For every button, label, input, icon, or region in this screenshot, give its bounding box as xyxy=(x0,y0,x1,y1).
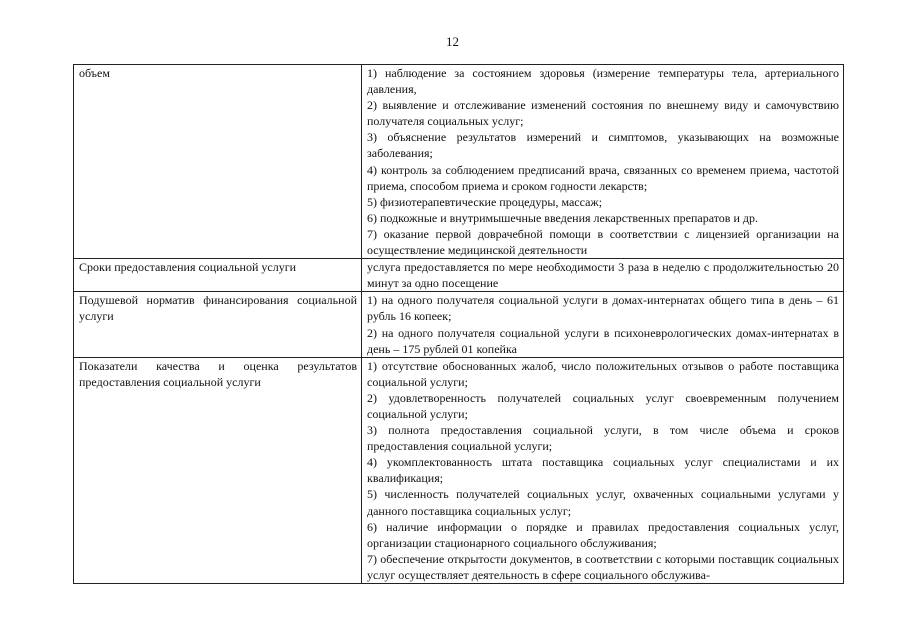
row-content xyxy=(362,357,844,583)
row-content xyxy=(362,65,844,259)
table-row-quality xyxy=(74,357,844,583)
row-content xyxy=(362,259,844,292)
list-item: 2) выявление и отслеживание изменений состояния по внешнему виду и самочувствию получателя социальных услуг; xyxy=(367,98,839,129)
row-label: Показатели качества и оценка результатов предоставления социальной услуги xyxy=(74,357,362,583)
row-label: объем xyxy=(74,65,362,259)
list-item: 7) оказание первой доврачебной помощи в соответствии с лицензией организации на осуществление медицинской деятельности xyxy=(367,226,839,258)
list-item: 3) полнота предоставления социальной услуги, в том числе объема и сроков предоставления социальной услуги; xyxy=(367,423,839,454)
row-label: Подушевой норматив финансирования социальной услуги xyxy=(74,292,362,357)
row-content xyxy=(362,292,844,357)
list-item: 6) подкожные и внутримышечные введения лекарственных препаратов и др. xyxy=(367,210,758,225)
list-item: услуга предоставляется по мере необходимости 3 раза в неделю с продолжительностью 20 минут за одно посещение xyxy=(367,260,839,291)
list-item: 2) удовлетворенность получателей социальных услуг своевременным получением социальной услуги; xyxy=(367,390,839,421)
list-item: 3) объяснение результатов измерений и симптомов, указывающих на возможные заболевания; xyxy=(367,130,839,161)
row-label: Сроки предоставления социальной услуги xyxy=(74,259,362,292)
table-row-terms xyxy=(74,259,844,292)
page-number: 12 xyxy=(446,34,459,49)
list-item: 7) обеспечение открытости документов, в соответствии с которыми поставщик социальных услуг осуществляет деятельность в сфере социального обслужива- xyxy=(367,551,839,582)
table-row-volume xyxy=(74,65,844,259)
list-item: 1) наблюдение за состоянием здоровья (измерение температуры тела, артериального давления, xyxy=(367,66,839,97)
list-item: 6) наличие информации о порядке и правилах предоставления социальных услуг, организации стационарного социального обслуживания; xyxy=(367,519,839,550)
list-item: 4) контроль за соблюдением предписаний врача, связанных со временем приема, частотой приема, способом приема и сроком годности лекарств; xyxy=(367,162,839,193)
service-standard-table xyxy=(73,64,844,584)
list-item: 5) численность получателей социальных услуг, охваченных социальными услугами у данного поставщика социальных услуг; xyxy=(367,487,839,518)
list-item: 2) на одного получателя социальной услуги в психоневрологических домах-интернатах в день – 175 рублей 01 копейка xyxy=(367,325,839,356)
list-item: 4) укомплектованность штата поставщика социальных услуг специалистами и их квалификация; xyxy=(367,455,839,486)
list-item: 1) отсутствие обоснованных жалоб, число положительных отзывов о работе поставщика социальной услуги; xyxy=(367,358,839,389)
list-item: 1) на одного получателя социальной услуги в домах-интернатах общего типа в день – 61 рубль 16 копеек; xyxy=(367,293,839,324)
table-row-funding xyxy=(74,292,844,357)
list-item: 5) физиотерапевтические процедуры, массаж; xyxy=(367,194,603,209)
